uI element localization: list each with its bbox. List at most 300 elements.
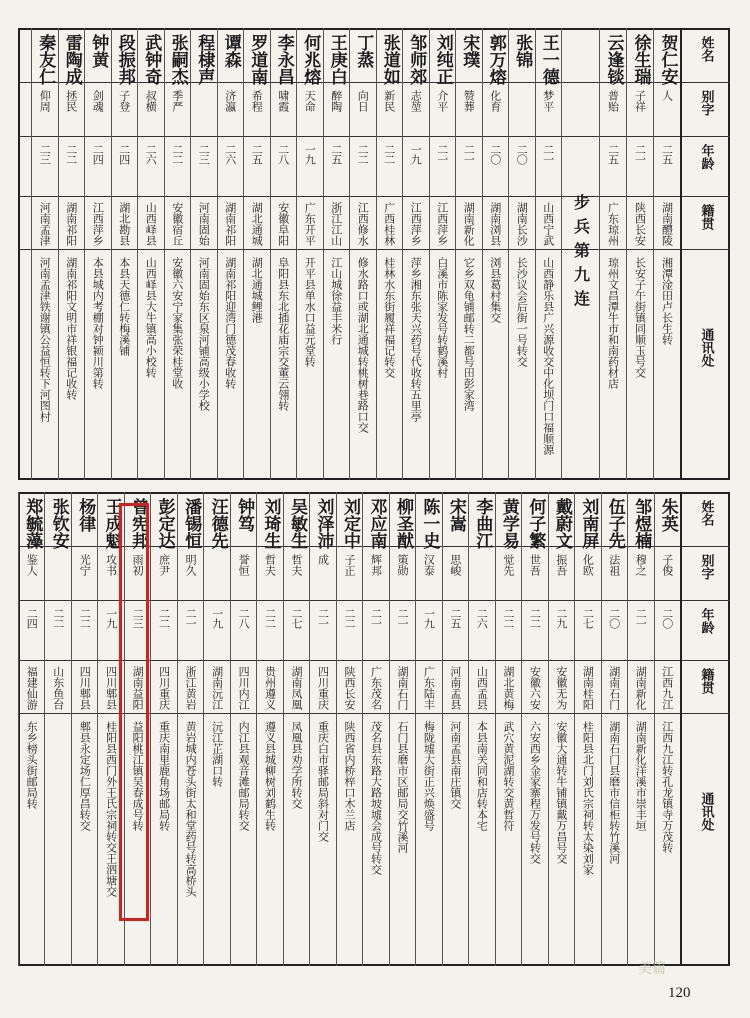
entry-origin: 湖北勘县 — [117, 202, 131, 246]
entry-age: 二四 — [25, 608, 39, 628]
entry-address: 河南孟县南庄镇交 — [448, 721, 462, 809]
entry-alias: 雨初 — [131, 554, 145, 576]
entry-alias: 化欧 — [581, 554, 595, 576]
roster-entry — [270, 28, 297, 480]
entry-address: 阜阳县东北插花庙宗交董云翎转 — [276, 257, 290, 411]
entry-name: 邹师郊 — [406, 34, 427, 85]
entry-age: 二一 — [316, 608, 330, 628]
roster-entry — [455, 28, 482, 480]
entry-origin: 江西修水 — [356, 202, 370, 246]
entry-alias: 策勋 — [395, 554, 409, 576]
roster-entry — [137, 28, 164, 480]
roster-table-top — [18, 28, 730, 480]
entry-name: 邓应南 — [366, 498, 387, 549]
entry-name: 郭万熔 — [485, 34, 506, 85]
entry-address: 浏县葛村集交 — [488, 257, 502, 323]
entry-name: 刘琦生 — [260, 498, 281, 549]
header-age: 年龄 — [698, 144, 714, 170]
header-alias: 别字 — [698, 90, 714, 116]
entry-age: 一九 — [303, 144, 317, 164]
entry-origin: 河南孟县 — [448, 666, 462, 710]
entry-origin: 湖南祁阳 — [64, 202, 78, 246]
entry-alias: 哲夫 — [263, 554, 277, 576]
entry-name: 朱英 — [657, 498, 678, 532]
entry-address: 湖北通城鲤港 — [250, 257, 264, 323]
entry-origin: 山东鱼台 — [51, 666, 65, 710]
entry-age: 二一 — [633, 144, 647, 164]
entry-alias: 成 — [316, 554, 330, 565]
entry-origin: 陕西长安 — [633, 202, 647, 246]
entry-origin: 湖南益阳 — [131, 666, 145, 710]
entry-name: 王成魁 — [101, 498, 122, 549]
entry-name: 张钦安 — [48, 498, 69, 549]
entry-origin: 广东陆丰 — [422, 666, 436, 710]
section-title: 步兵第九连 — [571, 194, 591, 314]
roster-entry — [653, 28, 680, 480]
entry-name: 王一德 — [538, 34, 559, 85]
entry-alias: 志堃 — [409, 90, 423, 112]
entry-age: 二三 — [38, 144, 52, 164]
entry-alias: 拯民 — [64, 90, 78, 112]
entry-name: 杨律 — [75, 498, 96, 532]
entry-address: 凤凰县劝学所转交 — [290, 721, 304, 809]
entry-address: 萍乡湘东张天兴药号代收转五里亭 — [409, 257, 423, 422]
entry-age: 一九 — [409, 144, 423, 164]
entry-name: 王庚白 — [326, 34, 347, 85]
entry-age: 二〇 — [660, 608, 674, 628]
entry-alias: 法祖 — [607, 554, 621, 576]
page-number: 120 — [668, 985, 691, 1001]
entry-address: 本县城内考棚对钟颍川第转 — [91, 257, 105, 389]
roster-entry — [415, 492, 441, 966]
entry-alias: 子祥 — [633, 90, 647, 112]
entry-name: 罗道南 — [247, 34, 268, 85]
roster-entry — [442, 492, 468, 966]
entry-age: 二一 — [395, 608, 409, 628]
entry-address: 茂名县东路大路坡墟会成号转交 — [369, 721, 383, 875]
roster-entry — [389, 492, 415, 966]
entry-address: 桂林水东街履祥福记转交 — [382, 257, 396, 378]
roster-entry — [654, 492, 680, 966]
entry-name: 刘定中 — [339, 498, 360, 549]
entry-origin: 湖北黄梅 — [501, 666, 515, 710]
entry-address: 重庆南里鹿角场邮局转 — [157, 721, 171, 831]
entry-address: 湖南石门县磨市信柜转竹溪河 — [607, 721, 621, 864]
entry-alias: 普贻 — [606, 90, 620, 112]
roster-entry — [217, 28, 244, 480]
entry-address: 修水路口或湖北通城转桃树巷路口交 — [356, 257, 370, 433]
entry-address: 沅江芷湖口转 — [210, 721, 224, 787]
entry-alias: 子正 — [342, 554, 356, 576]
entry-name: 刘纯正 — [432, 34, 453, 85]
entry-origin: 广东开平 — [303, 202, 317, 246]
header-origin: 籍贯 — [698, 668, 714, 694]
entry-alias: 穆之 — [634, 554, 648, 576]
entry-origin: 湖南石门 — [607, 666, 621, 710]
entry-origin: 湖北通城 — [250, 202, 264, 246]
entry-name: 雷陶成 — [61, 34, 82, 85]
roster-table-bottom — [18, 492, 730, 966]
entry-age: 二六 — [475, 608, 489, 628]
entry-address: 河南固始东区泉河铺高级小学校 — [197, 257, 211, 411]
entry-age: 二二 — [501, 608, 515, 628]
roster-entry — [256, 492, 282, 966]
entry-name: 秦友仁 — [35, 34, 56, 85]
entry-name: 伍子先 — [604, 498, 625, 549]
roster-entry — [574, 492, 600, 966]
entry-name: 钟笃 — [234, 498, 255, 532]
roster-entry — [177, 492, 203, 966]
entry-origin: 湖南石门 — [395, 666, 409, 710]
roster-entry — [599, 28, 626, 480]
entry-address: 东乡榜头街邮局转 — [25, 721, 39, 809]
entry-name: 张嗣杰 — [167, 34, 188, 85]
entry-address: 桂阳县北门刘氏宗祠转太染刘家 — [581, 721, 595, 875]
entry-age: 二八 — [276, 144, 290, 164]
entry-address: 江西九江转孔龙镇寺万茂转 — [660, 721, 674, 853]
entry-address: 桂阳县西门外王氏宗祠转交王泗塘交 — [104, 721, 118, 897]
entry-name: 张锦 — [512, 34, 533, 68]
entry-alias: 剑魂 — [91, 90, 105, 112]
entry-name: 李曲江 — [472, 498, 493, 549]
entry-age: 二一 — [634, 608, 648, 628]
entry-alias: 啸霞 — [276, 90, 290, 112]
roster-entry — [323, 28, 350, 480]
entry-age: 二二 — [78, 608, 92, 628]
entry-alias: 叔横 — [144, 90, 158, 112]
entry-address: 梅陇墟大街正兴焕盛号 — [422, 721, 436, 831]
roster-entry — [97, 492, 123, 966]
entry-address: 琼州文昌潭牛市和南药材店 — [606, 257, 620, 389]
entry-name: 戴蔚文 — [551, 498, 572, 549]
entry-alias: 哲夫 — [290, 554, 304, 576]
roster-entry — [283, 492, 309, 966]
entry-age: 二一 — [462, 144, 476, 164]
entry-name: 柳圣猷 — [392, 498, 413, 549]
entry-origin: 湖南凤凰 — [290, 666, 304, 710]
entry-alias: 赞葬 — [462, 90, 476, 112]
entry-name: 丁蒸 — [353, 34, 374, 68]
roster-entry — [111, 28, 138, 480]
entry-name: 徐生瑞 — [630, 34, 651, 85]
entry-age: 二二 — [342, 608, 356, 628]
entry-age: 二一 — [369, 608, 383, 628]
entry-alias: 新民 — [382, 90, 396, 112]
entry-origin: 湖南浏县 — [488, 202, 502, 246]
entry-address: 湖南新化洋溪市崇丰垣 — [634, 721, 648, 831]
entry-address: 益阳桃江镇吴春成号转 — [131, 721, 145, 831]
entry-address: 遵义县城柳树刘鹤生转 — [263, 721, 277, 831]
entry-address: 白溪市陈家发号转鹤溪村 — [435, 257, 449, 378]
entry-alias: 希程 — [250, 90, 264, 112]
entry-age: 二〇 — [488, 144, 502, 164]
entry-alias: 天命 — [303, 90, 317, 112]
entry-origin: 江西萍乡 — [435, 202, 449, 246]
entry-alias: 化育 — [488, 90, 502, 112]
entry-name: 陈一史 — [419, 498, 440, 549]
entry-name: 吴敏生 — [287, 498, 308, 549]
roster-entry — [71, 492, 97, 966]
entry-name: 程棣声 — [194, 34, 215, 85]
entry-name: 宋璞 — [459, 34, 480, 68]
entry-address: 湖南祁阳文明市祥银福记收转 — [64, 257, 78, 400]
entry-age: 二五 — [660, 144, 674, 164]
entry-age: 二二 — [263, 608, 277, 628]
entry-alias: 介平 — [435, 90, 449, 112]
entry-name: 谭森 — [220, 34, 241, 68]
entry-origin: 广东琼州 — [606, 202, 620, 246]
entry-name: 彭定达 — [154, 498, 175, 549]
entry-age: 二一 — [541, 144, 555, 164]
entry-origin: 湖南新化 — [634, 666, 648, 710]
roster-entry — [626, 28, 653, 480]
entry-address: 湖南祁阳迎湾门德茂春收转 — [223, 257, 237, 389]
entry-alias: 季严 — [170, 90, 184, 112]
entry-age: 二六 — [223, 144, 237, 164]
entry-origin: 四川郫县 — [78, 666, 92, 710]
entry-alias: 思峻 — [448, 554, 462, 576]
roster-entry — [18, 492, 44, 966]
roster-entry — [150, 492, 176, 966]
entry-origin: 河南孟津 — [38, 202, 52, 246]
entry-origin: 福建仙游 — [25, 666, 39, 710]
entry-name: 刘泽沛 — [313, 498, 334, 549]
entry-name: 刘南屏 — [578, 498, 599, 549]
entry-address: 江山城徐益丰米行 — [329, 257, 343, 345]
entry-origin: 四川重庆 — [316, 666, 330, 710]
section-title-column — [561, 28, 599, 480]
roster-entry — [164, 28, 191, 480]
entry-age: 二三 — [197, 144, 211, 164]
roster-entry — [495, 492, 521, 966]
entry-alias: 醉陶 — [329, 90, 343, 112]
roster-entry — [230, 492, 256, 966]
entry-age: 二四 — [117, 144, 131, 164]
entry-age: 二五 — [606, 144, 620, 164]
entry-address: 安徽六安宁家集张荣桂堂收 — [170, 257, 184, 389]
entry-address: 长沙议会后街一号转交 — [515, 257, 529, 367]
entry-name: 汪德先 — [207, 498, 228, 549]
roster-entry — [521, 492, 547, 966]
entry-origin: 安徽阜阳 — [276, 202, 290, 246]
roster-entry — [376, 28, 403, 480]
entry-address: 山西静乐县广兴源收交中化坝门口福顺源 — [541, 257, 555, 455]
entry-name: 黄学易 — [498, 498, 519, 549]
entry-origin: 湖南新化 — [462, 202, 476, 246]
entry-origin: 四川郫县 — [104, 666, 118, 710]
entry-origin: 湖南长沙 — [515, 202, 529, 246]
entry-origin: 浙江江山 — [329, 202, 343, 246]
entry-address: 湘潭淦田卢长生转 — [660, 257, 674, 345]
entry-name: 邹煜楠 — [631, 498, 652, 549]
entry-name: 武钟奇 — [141, 34, 162, 85]
entry-age: 一九 — [422, 608, 436, 628]
entry-origin: 广西桂林 — [382, 202, 396, 246]
entry-origin: 湖南祁阳 — [223, 202, 237, 246]
entry-alias: 梦平 — [541, 90, 555, 112]
header-name: 姓名 — [698, 500, 714, 526]
entry-alias: 明久 — [184, 554, 198, 576]
roster-entry — [31, 28, 58, 480]
roster-entry — [296, 28, 323, 480]
entry-address: 内江县观音滩邮局转交 — [237, 721, 251, 831]
entry-age: 一九 — [104, 608, 118, 628]
entry-name: 宋嵩 — [445, 498, 466, 532]
roster-entry — [243, 28, 270, 480]
entry-alias: 庶尹 — [157, 554, 171, 576]
entry-origin: 山西峄县 — [144, 202, 158, 246]
entry-address: 河南孟津铁谢镇公益恒转下河图村 — [38, 257, 52, 422]
entry-address: 它乡双龟铺邮转二都号田彭家湾 — [462, 257, 476, 411]
header-column — [680, 28, 730, 480]
entry-alias: 攻书 — [104, 554, 118, 576]
entry-origin: 安徽无为 — [554, 666, 568, 710]
entry-alias: 世吾 — [528, 554, 542, 576]
entry-age: 二七 — [290, 608, 304, 628]
roster-entry — [482, 28, 509, 480]
roster-entry — [362, 492, 388, 966]
roster-entry — [429, 28, 456, 480]
entry-origin: 江西九江 — [660, 666, 674, 710]
entry-address: 开平县单水口益元堂转 — [303, 257, 317, 367]
header-alias: 别字 — [698, 554, 714, 580]
entry-address: 黄岩城内苍头街太和堂药号转高桥头 — [184, 721, 198, 897]
entry-origin: 安徽宿丘 — [170, 202, 184, 246]
roster-entry — [190, 28, 217, 480]
entry-origin: 四川重庆 — [157, 666, 171, 710]
entry-alias: 向日 — [356, 90, 370, 112]
entry-origin: 湖南醴陵 — [660, 202, 674, 246]
entry-address: 安徽大通转牛铺镇戴万昌号交 — [554, 721, 568, 864]
entry-origin: 河南固始 — [197, 202, 211, 246]
entry-origin: 江西萍乡 — [91, 202, 105, 246]
entry-origin: 山西宁武 — [541, 202, 555, 246]
entry-address: 郫县永定场仁厚昌转交 — [78, 721, 92, 831]
entry-address: 武穴黄泥湖转交黄哲符 — [501, 721, 515, 831]
entry-origin: 浙江黄岩 — [184, 666, 198, 710]
entry-alias: 仰周 — [38, 90, 52, 112]
entry-address: 陕西省内桥梓口木兰店 — [342, 721, 356, 831]
entry-origin: 陕西长安 — [342, 666, 356, 710]
entry-name: 李永昌 — [273, 34, 294, 85]
entry-origin: 四川内江 — [237, 666, 251, 710]
entry-age: 二二 — [356, 144, 370, 164]
entry-age: 二二 — [170, 144, 184, 164]
entry-age: 二八 — [237, 608, 251, 628]
roster-entry — [44, 492, 70, 966]
entry-alias: 誉恒 — [237, 554, 251, 576]
header-origin: 籍贯 — [698, 204, 714, 230]
entry-address: 山西峄县大牛镇高小校转 — [144, 257, 158, 378]
entry-name: 贺仁安 — [657, 34, 678, 85]
roster-entry — [58, 28, 85, 480]
entry-name: 潘锡恒 — [181, 498, 202, 549]
entry-name: 钟黄 — [88, 34, 109, 68]
header-name: 姓名 — [698, 36, 714, 62]
entry-age: 二五 — [329, 144, 343, 164]
watermark: 美篇 — [638, 961, 666, 977]
entry-age: 二九 — [554, 608, 568, 628]
entry-address: 本县南关同和店转本宅 — [475, 721, 489, 831]
entry-age: 二六 — [144, 144, 158, 164]
entry-origin: 湖南沅江 — [210, 666, 224, 710]
roster-entry — [309, 492, 335, 966]
roster-entry — [468, 492, 494, 966]
entry-name: 云逢锬 — [603, 34, 624, 85]
entry-age: 二二 — [382, 144, 396, 164]
entry-alias: 觉先 — [501, 554, 515, 576]
entry-name: 张道如 — [379, 34, 400, 85]
entry-origin: 湖南桂阳 — [581, 666, 595, 710]
entry-alias: 振吾 — [554, 554, 568, 576]
roster-entry — [627, 492, 653, 966]
roster-entry — [336, 492, 362, 966]
entry-age: 二二 — [51, 608, 65, 628]
header-age: 年龄 — [698, 608, 714, 634]
entry-age: 二〇 — [607, 608, 621, 628]
entry-age: 二七 — [581, 608, 595, 628]
entry-alias: 人 — [660, 90, 674, 101]
entry-name: 曾宪邦 — [128, 498, 149, 549]
entry-alias: 汉泰 — [422, 554, 436, 576]
entry-age: 二五 — [448, 608, 462, 628]
entry-age: 一九 — [210, 608, 224, 628]
entry-alias: 子登 — [117, 90, 131, 112]
roster-entry — [84, 28, 111, 480]
entry-age: 二一 — [184, 608, 198, 628]
entry-origin: 贵州遵义 — [263, 666, 277, 710]
entry-age: 二一 — [435, 144, 449, 164]
entry-age: 二〇 — [515, 144, 529, 164]
header-address: 通讯处 — [698, 328, 714, 367]
entry-age: 二二 — [528, 608, 542, 628]
entry-name: 何子繁 — [525, 498, 546, 549]
entry-address: 重庆白市驿邮局斜对门交 — [316, 721, 330, 842]
entry-origin: 安徽六安 — [528, 666, 542, 710]
entry-age: 二四 — [91, 144, 105, 164]
header-address: 通讯处 — [698, 792, 714, 831]
roster-entry — [535, 28, 562, 480]
entry-name: 段振邦 — [114, 34, 135, 85]
entry-origin: 山西孟县 — [475, 666, 489, 710]
entry-alias: 子俊 — [660, 554, 674, 576]
entry-address: 长安子午街镇同顺玉号交 — [633, 257, 647, 378]
entry-address: 本县天德仁转梅溪铺 — [117, 257, 131, 356]
roster-entry — [402, 28, 429, 480]
entry-address: 石门县磨市区邮局交竹溪河 — [395, 721, 409, 853]
entry-age: 二五 — [250, 144, 264, 164]
entry-alias: 鉴人 — [25, 554, 39, 576]
roster-entry — [508, 28, 535, 480]
entry-alias: 辉邦 — [369, 554, 383, 576]
entry-address: 六安西乡金家寨程万发号转交 — [528, 721, 542, 864]
header-column — [680, 492, 730, 966]
roster-entry — [203, 492, 229, 966]
roster-entry — [548, 492, 574, 966]
entry-age: 二二 — [157, 608, 171, 628]
entry-age: 二二 — [64, 144, 78, 164]
roster-entry — [601, 492, 627, 966]
entry-name: 何兆熔 — [300, 34, 321, 85]
entry-alias: 济瀛 — [223, 90, 237, 112]
entry-alias: 光宁 — [78, 554, 92, 576]
entry-age: 二三 — [131, 608, 145, 628]
entry-name: 郑毓藻 — [22, 498, 43, 549]
roster-entry — [124, 492, 150, 966]
entry-origin: 广东茂名 — [369, 666, 383, 710]
entry-origin: 江西萍乡 — [409, 202, 423, 246]
roster-entry — [349, 28, 376, 480]
